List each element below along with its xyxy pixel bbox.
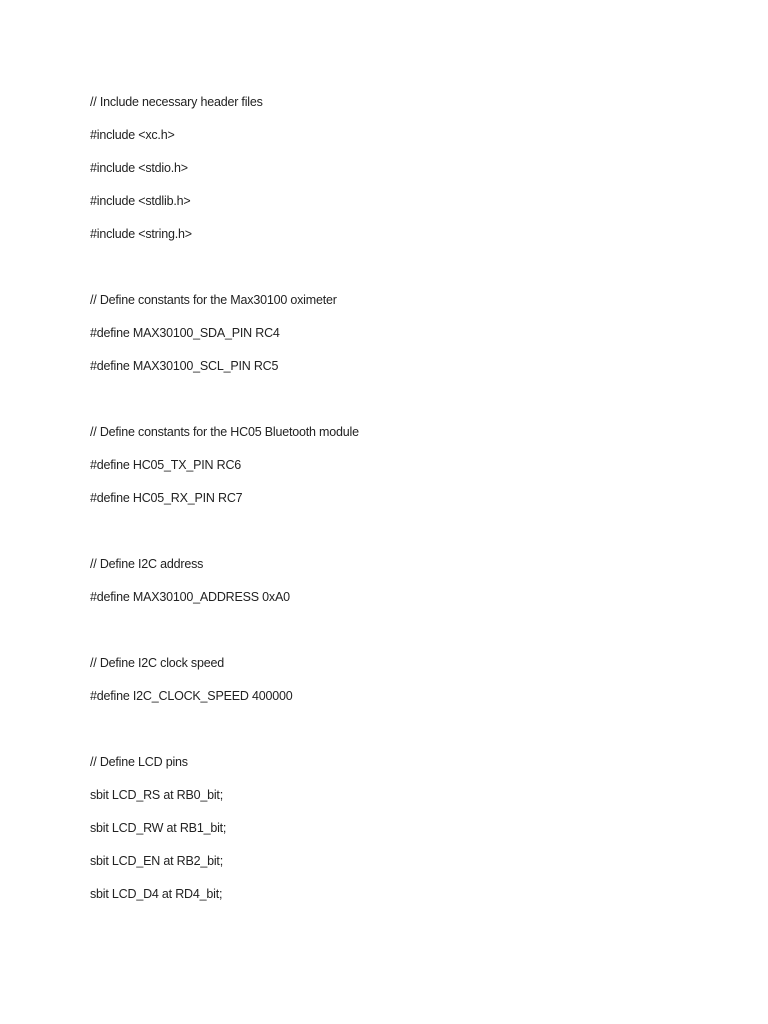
sbit-line: sbit LCD_D4 at RD4_bit; — [90, 887, 223, 901]
sbit-line: sbit LCD_RS at RB0_bit; — [90, 788, 223, 802]
comment-line: // Define I2C address — [90, 557, 204, 571]
blank-line — [90, 389, 710, 409]
sbit-line: sbit LCD_EN at RB2_bit; — [90, 854, 223, 868]
define-line: #define MAX30100_SCL_PIN RC5 — [90, 359, 279, 373]
blank-line — [90, 521, 710, 541]
define-line: #define I2C_CLOCK_SPEED 400000 — [90, 689, 293, 703]
include-line: #include <stdio.h> — [90, 161, 188, 175]
comment-line: // Include necessary header files — [90, 95, 263, 109]
comment-line: // Define LCD pins — [90, 755, 188, 769]
include-line: #include <stdlib.h> — [90, 194, 191, 208]
sbit-line: sbit LCD_RW at RB1_bit; — [90, 821, 227, 835]
define-line: #define HC05_TX_PIN RC6 — [90, 458, 242, 472]
blank-line — [90, 719, 710, 739]
include-line: #include <string.h> — [90, 227, 192, 241]
blank-line — [90, 257, 710, 277]
comment-line: // Define constants for the Max30100 oximeter — [90, 293, 337, 307]
define-line: #define MAX30100_ADDRESS 0xA0 — [90, 590, 290, 604]
comment-line: // Define I2C clock speed — [90, 656, 224, 670]
define-line: #define MAX30100_SDA_PIN RC4 — [90, 326, 280, 340]
blank-line — [90, 620, 710, 640]
define-line: #define HC05_RX_PIN RC7 — [90, 491, 243, 505]
comment-line: // Define constants for the HC05 Bluetooth module — [90, 425, 359, 439]
document-body — [90, 92, 710, 917]
include-line: #include <xc.h> — [90, 128, 175, 142]
